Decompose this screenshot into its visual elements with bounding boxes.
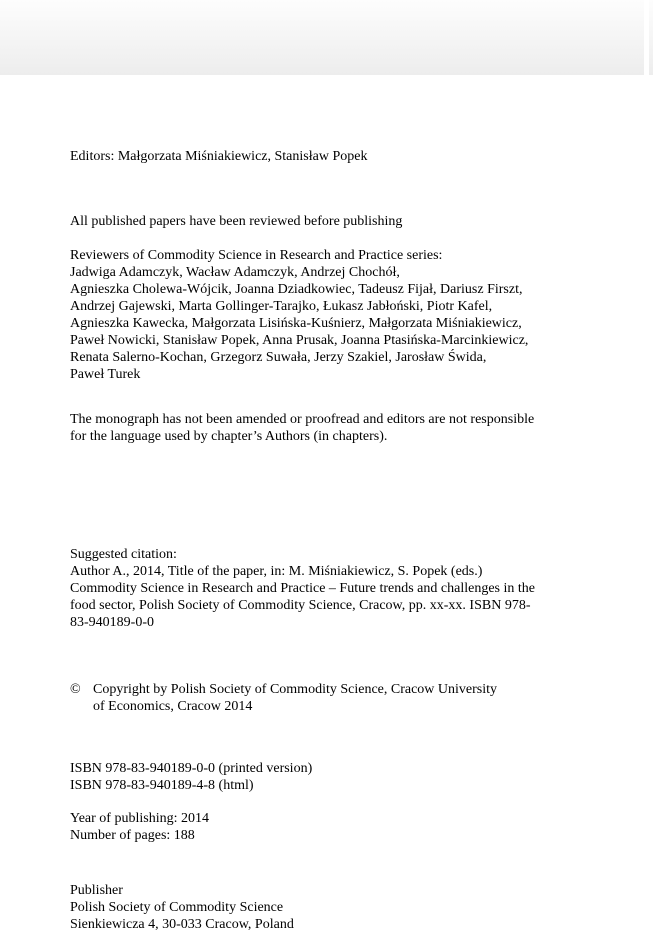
copyright-section <box>70 681 562 715</box>
copyright-symbol: © <box>70 682 81 697</box>
review-note: All published papers have been reviewed before publishing <box>70 214 403 229</box>
reviewers-line: Agnieszka Cholewa-Wójcik, Joanna Dziadkowiec, Tadeusz Fijał, Dariusz Firszt, <box>70 282 523 297</box>
isbn-html-line: ISBN 978-83-940189-4-8 (html) <box>70 778 254 793</box>
disclaimer-section <box>70 411 562 445</box>
reviewers-line: Renata Salerno-Kochan, Grzegorz Suwała, Jerzy Szakiel, Jarosław Świda, <box>70 350 487 365</box>
editors-line: Editors: Małgorzata Miśniakiewicz, Stanisław Popek <box>70 149 368 164</box>
publisher-heading: Publisher <box>70 883 123 898</box>
reviewers-line: Paweł Nowicki, Stanisław Popek, Anna Prusak, Joanna Ptasińska-Marcinkiewicz, <box>70 333 529 348</box>
publishing-info-section <box>70 810 562 844</box>
reviewers-line: Jadwiga Adamczyk, Wacław Adamczyk, Andrzej Chochół, <box>70 265 400 280</box>
publishing-year-line: Year of publishing: 2014 <box>70 811 209 826</box>
publisher-name: Polish Society of Commodity Science <box>70 900 284 915</box>
isbn-section <box>70 760 562 794</box>
citation-section <box>70 546 562 631</box>
citation-line: 83-940189-0-0 <box>70 615 154 630</box>
reviewers-heading: Reviewers of Commodity Science in Research and Practice series: <box>70 248 443 263</box>
publisher-section <box>70 882 562 933</box>
citation-line: food sector, Polish Society of Commodity Science, Cracow, pp. xx-xx. ISBN 978- <box>70 598 531 613</box>
disclaimer-line: The monograph has not been amended or proofread and editors are not responsible <box>70 412 535 427</box>
reviewers-section <box>70 247 562 383</box>
citation-line: Commodity Science in Research and Practice – Future trends and challenges in the <box>70 581 535 596</box>
copyright-line: of Economics, Cracow 2014 <box>93 699 253 714</box>
page-top-shadow-band <box>0 0 653 75</box>
citation-line: Author A., 2014, Title of the paper, in: M. Miśniakiewicz, S. Popek (eds.) <box>70 564 483 579</box>
copyright-line: Copyright by Polish Society of Commodity Science, Cracow University <box>93 682 498 697</box>
copyright-text <box>93 681 497 715</box>
reviewers-line: Agnieszka Kawecka, Małgorzata Lisińska-Kuśnierz, Małgorzata Miśniakiewicz, <box>70 316 522 331</box>
page-edge-gap <box>644 0 649 75</box>
citation-heading: Suggested citation: <box>70 547 177 562</box>
publisher-address: Sienkiewicza 4, 30-033 Cracow, Poland <box>70 917 294 932</box>
reviewers-line: Andrzej Gajewski, Marta Gollinger-Tarajko, Łukasz Jabłoński, Piotr Kafel, <box>70 299 493 314</box>
isbn-printed-line: ISBN 978-83-940189-0-0 (printed version) <box>70 761 313 776</box>
reviewers-line: Paweł Turek <box>70 367 141 382</box>
publishing-pages-line: Number of pages: 188 <box>70 828 195 843</box>
disclaimer-line: for the language used by chapter’s Authors (in chapters). <box>70 429 388 444</box>
